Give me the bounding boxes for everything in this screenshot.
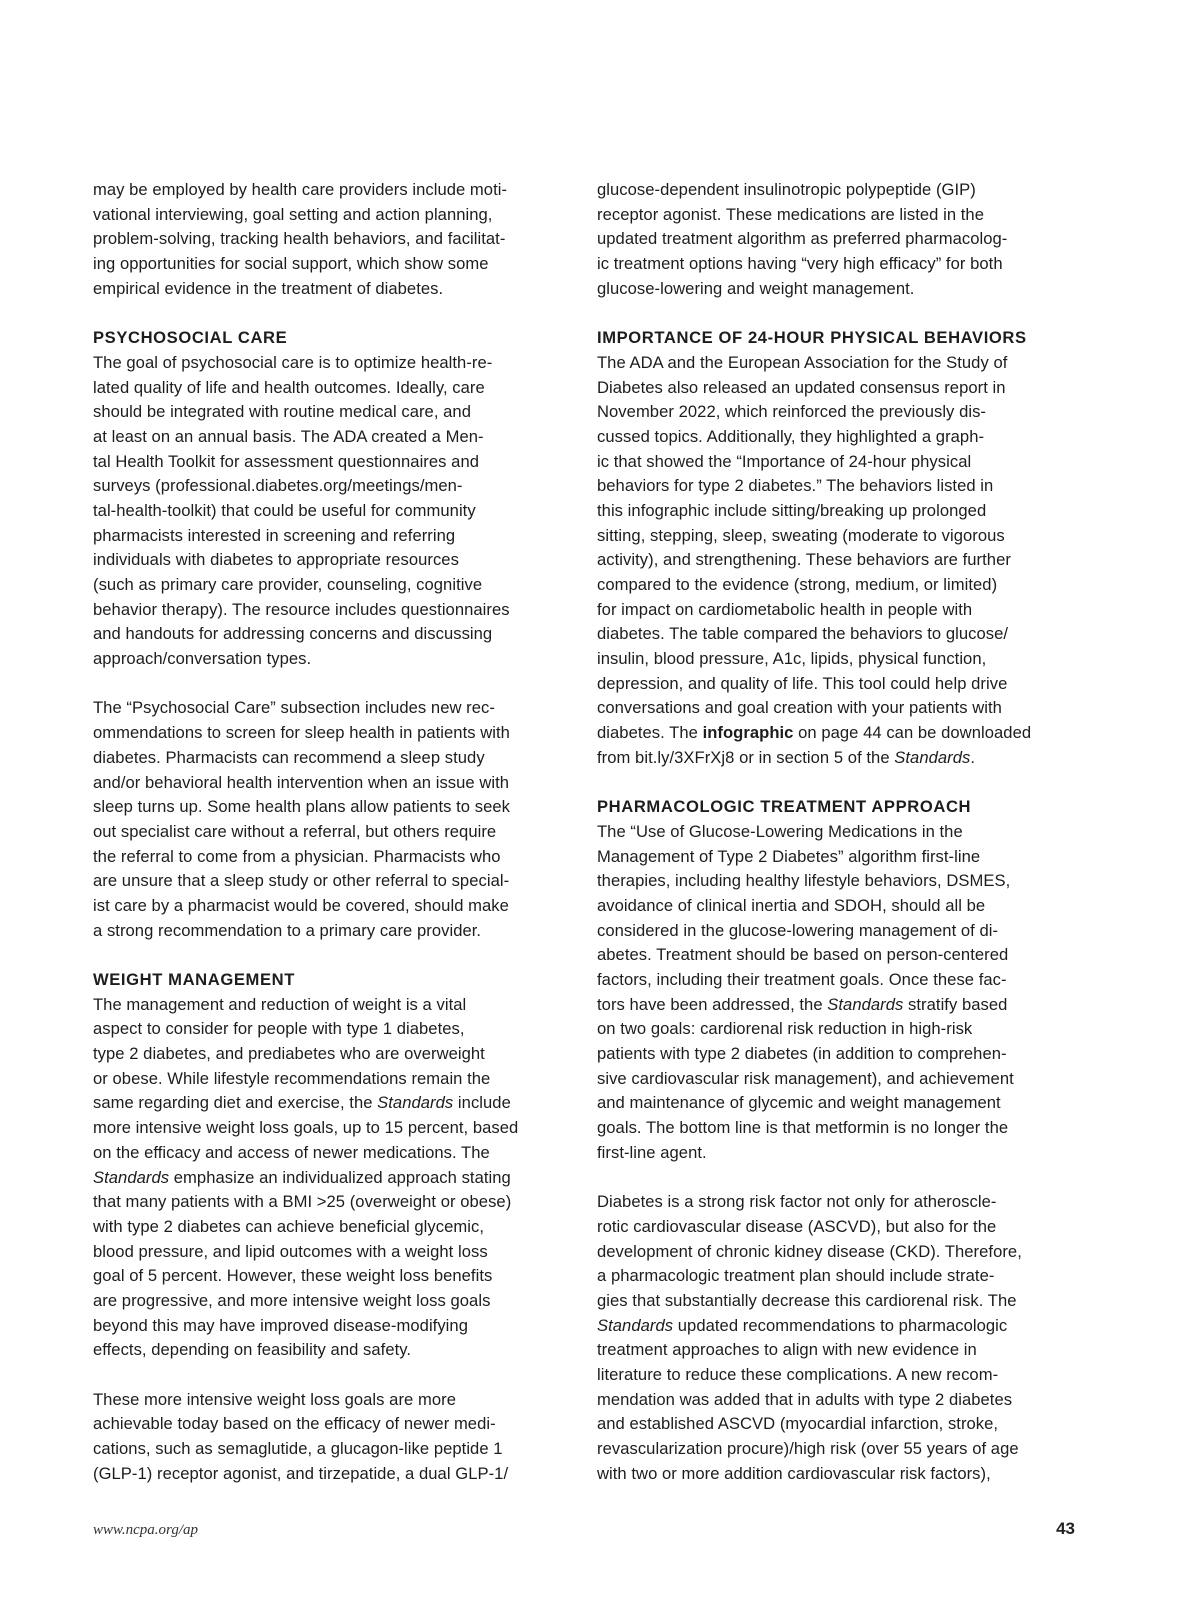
text-line: and/or behavioral health intervention when an issue with [93,772,510,792]
text-line: approach/conversation types. [93,649,312,669]
text-line: gies that substantially decrease this cardiorenal risk. The [597,1290,1017,1310]
text-line: activity), and strengthening. These behaviors are further [597,550,1011,570]
right-column [597,178,1087,1486]
text-line: achievable today based on the efficacy of newer medi- [93,1414,496,1434]
text-line: on the efficacy and access of newer medications. The [93,1142,490,1162]
text-line: behaviors for type 2 diabetes.” The behaviors listed in [597,476,994,496]
text-line: insulin, blood pressure, A1c, lipids, physical function, [597,649,987,669]
text-line: glucose-dependent insulinotropic polypeptide (GIP) [597,180,976,199]
text-line: avoidance of clinical inertia and SDOH, should all be [597,895,986,915]
text-line: beyond this may have improved disease-modifying [93,1315,468,1335]
standards-italic: Standards [827,994,904,1014]
text-line: a strong recommendation to a primary care provider. [93,920,482,940]
text-line: ing opportunities for social support, which show some [93,254,489,274]
text-line: the referral to come from a physician. Pharmacists who [93,846,501,866]
weight-paragraph-1 [93,993,581,1363]
text-line: and handouts for addressing concerns and discussing [93,624,493,644]
text-line: glucose-lowering and weight management. [597,278,915,298]
section-heading-weight-management: WEIGHT MANAGEMENT [93,970,295,989]
text-line: sitting, stepping, sleep, sweating (moderate to vigorous [597,525,1005,545]
text-line: ommendations to screen for sleep health in patients with [93,723,510,743]
standards-italic: Standards [93,1167,170,1187]
text-line: for impact on cardiometabolic health in people with [597,599,973,619]
infographic-bold-link: infographic [702,723,794,743]
text-run: tors have been addressed, the [597,994,828,1014]
text-line: revascularization procure)/high risk (over 55 years of age [597,1439,1019,1459]
text-line: on two goals: cardiorenal risk reduction in high-risk [597,1019,973,1039]
text-run: diabetes. The [597,723,703,743]
text-line: are unsure that a sleep study or other referral to special- [93,871,510,891]
text-line: ic that showed the “Importance of 24-hour physical [597,451,972,471]
text-line: that many patients with a BMI >25 (overweight or obese) [93,1192,512,1212]
text-line [597,1314,1087,1339]
text-line: first-line agent. [597,1142,707,1162]
text-line: patients with type 2 diabetes (in addition to comprehen- [597,1044,1007,1064]
intro-paragraph [93,178,581,301]
left-column [93,178,581,1486]
text-line: should be integrated with routine medical care, and [93,402,471,422]
paragraph-spacer [93,943,581,968]
text-run: same regarding diet and exercise, the [93,1093,378,1113]
text-line: more intensive weight loss goals, up to 15 percent, based [93,1118,519,1138]
text-run: emphasize an individualized approach stating [169,1167,511,1187]
text-line [597,993,1087,1018]
pharmacologic-paragraph-2 [597,1190,1087,1486]
text-line: (such as primary care provider, counseling, cognitive [93,575,483,594]
text-line: behavior therapy). The resource includes questionnaires [93,599,510,619]
text-line: out specialist care without a referral, but others require [93,821,497,841]
text-line: Management of Type 2 Diabetes” algorithm first-line [597,846,981,866]
text-line: a pharmacologic treatment plan should include strate- [597,1266,995,1286]
text-line: at least on an annual basis. The ADA created a Men- [93,426,484,446]
text-line: tal-health-toolkit) that could be useful for community [93,500,476,520]
text-line: tal Health Toolkit for assessment questionnaires and [93,451,480,471]
text-line: cussed topics. Additionally, they highlighted a graph- [597,426,985,446]
text-line: Diabetes also released an updated consensus report in [597,377,1006,397]
text-line: diabetes. Pharmacists can recommend a sleep study [93,747,485,767]
text-line: factors, including their treatment goals. Once these fac- [597,970,1007,989]
text-line: sive cardiovascular risk management), and achievement [597,1068,1014,1088]
text-line: (GLP-1) receptor agonist, and tirzepatide, a dual GLP-1/ [93,1463,509,1483]
text-line: effects, depending on feasibility and safety. [93,1340,412,1360]
text-line [597,721,1087,746]
text-line: with two or more addition cardiovascular risk factors), [597,1463,991,1483]
footer-url: www.ncpa.org/ap [93,1522,199,1538]
text-line: blood pressure, and lipid outcomes with a weight loss [93,1241,488,1261]
psychosocial-paragraph-2 [93,696,581,943]
paragraph-spacer [93,672,581,697]
text-line: conversations and goal creation with your patients with [597,698,1002,718]
text-line: with type 2 diabetes can achieve beneficial glycemic, [93,1216,484,1236]
paragraph-spacer [93,301,581,326]
psychosocial-paragraph-1 [93,351,581,672]
page-number: 43 [1056,1519,1075,1538]
paragraph-spacer [597,1166,1087,1191]
section-heading-psychosocial-care: PSYCHOSOCIAL CARE [93,328,288,348]
text-line: considered in the glucose-lowering management of di- [597,920,999,940]
text-line: ic treatment options having “very high efficacy” for both [597,254,1003,274]
text-line: this infographic include sitting/breaking up prolonged [597,500,987,520]
text-line: empirical evidence in the treatment of diabetes. [93,278,444,298]
text-line: receptor agonist. These medications are listed in the [597,204,984,224]
section-heading-pharmacologic-treatment: PHARMACOLOGIC TREATMENT APPROACH [597,797,972,817]
pharmacologic-paragraph-1 [597,820,1087,1166]
text-line [93,1091,581,1116]
text-run: from bit.ly/3XFrXj8 or in section 5 of the [597,747,895,767]
text-line: surveys (professional.diabetes.org/meetings/men- [93,476,463,496]
text-line: and established ASCVD (myocardial infarction, stroke, [597,1414,999,1434]
physical-behaviors-paragraph [597,351,1087,771]
text-line: diabetes. The table compared the behaviors to glucose/ [597,624,1009,644]
text-line: depression, and quality of life. This tool could help drive [597,673,1008,693]
text-line: goal of 5 percent. However, these weight loss benefits [93,1266,493,1286]
standards-italic: Standards [377,1093,454,1113]
text-line: updated treatment algorithm as preferred pharmacolog- [597,229,1008,249]
text-line: ist care by a pharmacist would be covered, should make [93,895,509,915]
text-line: individuals with diabetes to appropriate resources [93,550,459,570]
text-line: type 2 diabetes, and prediabetes who are overweight [93,1044,485,1064]
intro-paragraph [597,178,1087,301]
text-line: problem-solving, tracking health behaviors, and facilitat- [93,229,506,249]
text-run: on page 44 can be downloaded [793,723,1032,743]
text-line: therapies, including healthy lifestyle behaviors, DSMES, [597,871,1011,891]
text-line: compared to the evidence (strong, medium, or limited) [597,575,998,594]
text-line: The goal of psychosocial care is to optimize health-re- [93,352,493,372]
text-line: The ADA and the European Association for the Study of [597,352,1008,372]
paragraph-spacer [93,1363,581,1388]
paragraph-spacer [597,301,1087,326]
text-line [93,1166,581,1191]
text-line: vational interviewing, goal setting and action planning, [93,204,493,224]
text-line: literature to reduce these complications. A new recom- [597,1365,999,1384]
text-line: pharmacists interested in screening and referring [93,525,456,545]
weight-paragraph-2 [93,1388,581,1487]
text-line: The “Use of Glucose-Lowering Medications in the [597,821,963,841]
text-line: sleep turns up. Some health plans allow patients to seek [93,797,510,817]
text-run: updated recommendations to pharmacologic [673,1315,1008,1335]
text-line: The “Psychosocial Care” subsection includes new rec- [93,698,495,718]
text-line [597,746,1087,771]
text-line: The management and reduction of weight is a vital [93,994,467,1014]
paragraph-spacer [597,771,1087,796]
standards-italic: Standards [894,747,971,767]
text-line: treatment approaches to align with new evidence in [597,1340,977,1360]
text-line: Diabetes is a strong risk factor not only for atheroscle- [597,1192,997,1212]
text-line: abetes. Treatment should be based on person-centered [597,945,1009,965]
text-run: stratify based [903,994,1008,1014]
text-run: include [453,1093,511,1113]
section-heading-physical-behaviors: IMPORTANCE OF 24-HOUR PHYSICAL BEHAVIORS [597,328,1027,348]
text-line: aspect to consider for people with type 1 diabetes, [93,1019,465,1039]
text-line: goals. The bottom line is that metformin is no longer the [597,1118,1009,1138]
text-line: November 2022, which reinforced the previously dis- [597,402,987,422]
text-line: are progressive, and more intensive weight loss goals [93,1290,491,1310]
text-line: or obese. While lifestyle recommendations remain the [93,1068,491,1088]
text-line: mendation was added that in adults with type 2 diabetes [597,1389,1013,1409]
text-line: and maintenance of glycemic and weight management [597,1093,1001,1113]
text-line: cations, such as semaglutide, a glucagon-like peptide 1 [93,1439,503,1459]
text-line: development of chronic kidney disease (CKD). Therefore, [597,1241,1022,1261]
text-run: . [970,747,976,767]
text-line: may be employed by health care providers include moti- [93,180,508,199]
text-line: rotic cardiovascular disease (ASCVD), but also for the [597,1216,997,1236]
text-line: lated quality of life and health outcomes. Ideally, care [93,377,485,397]
standards-italic: Standards [597,1315,674,1335]
text-line: These more intensive weight loss goals are more [93,1389,456,1409]
